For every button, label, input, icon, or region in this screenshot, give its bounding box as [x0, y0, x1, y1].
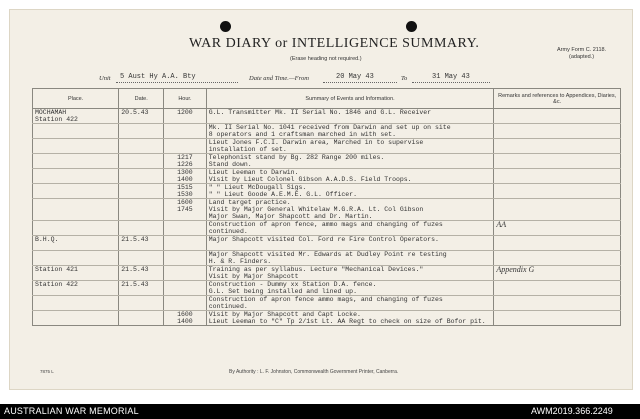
table-row: [33, 266, 621, 281]
hour-cell: [164, 154, 207, 169]
events-cell-line: Visit by Major Shapcott: [208, 273, 299, 280]
table-row: [33, 184, 621, 199]
events-cell: [206, 169, 494, 184]
header-place: Place.: [33, 89, 119, 109]
header-hour: Hour.: [164, 89, 207, 109]
remarks-cell: [494, 154, 621, 169]
army-form-note: (adapted.): [569, 54, 595, 60]
events-cell: [206, 184, 494, 199]
remarks-cell: [494, 266, 621, 281]
archive-reference: AWM2019.366.2249: [531, 406, 613, 416]
date-cell: 21.5.43: [119, 281, 164, 296]
remarks-cell: [494, 311, 621, 326]
remarks-cell: [494, 221, 621, 236]
table-row: [33, 139, 621, 154]
header-remarks: Remarks and references to Appendices, Diaries, &c.: [494, 89, 621, 109]
hour-cell: [164, 184, 207, 199]
place-cell: [33, 139, 119, 154]
events-cell-line: Stand down.: [208, 161, 252, 168]
hour-cell-line: 1515: [177, 184, 193, 191]
events-cell-line: Land target practice.: [208, 199, 291, 206]
place-cell-line: B.H.Q.: [35, 236, 59, 243]
hour-cell: [164, 236, 207, 251]
events-cell: [206, 296, 494, 311]
events-cell-line: " " Lieut Goode A.E.M.E. G.L. Officer.: [208, 191, 357, 198]
events-cell-line: Major Shapcott visited Mr. Edwards at Dudley Point re testing: [208, 251, 447, 258]
events-cell-line: Visit by Lieut Colonel Gibson A.A.D.S. Field Troops.: [208, 176, 412, 183]
form-subtitle: (Erase heading not required.): [290, 56, 362, 62]
place-cell: [33, 251, 119, 266]
events-cell-line: Lieut Leeman to Darwin.: [208, 169, 299, 176]
date-cell: [119, 221, 164, 236]
date-cell: 21.5.43: [119, 266, 164, 281]
events-cell-line: G.L. Set being installed and lined up.: [208, 288, 357, 295]
events-cell-line: Visit by Major Shapcott and Capt Locke.: [208, 311, 361, 318]
place-cell: [33, 236, 119, 251]
to-label: To: [401, 75, 408, 82]
hour-cell: [164, 266, 207, 281]
hour-cell-line: 1530: [177, 191, 193, 198]
place-cell: [33, 124, 119, 139]
remarks-cell: [494, 184, 621, 199]
army-form-number: [557, 47, 606, 61]
form-title: WAR DIARY or INTELLIGENCE SUMMARY.: [189, 36, 480, 51]
events-cell-line: Construction of apron fence, ammo mags and changing of fuzes: [208, 221, 443, 228]
events-cell-line: installation of set.: [208, 146, 287, 153]
hour-cell-line: 1200: [177, 109, 193, 116]
events-cell-line: Lieut Leeman to "C" Tp 2/1st Lt. AA Regt to check on size of Bofor pit.: [208, 318, 486, 325]
events-cell-line: Visit by Major General Whitelaw M.G.R.A. Lt. Col Gibson: [208, 206, 424, 213]
remarks-cell: [494, 199, 621, 221]
events-cell: [206, 109, 494, 124]
remarks-cell: [494, 139, 621, 154]
events-cell-line: G.L. Transmitter Mk. II Serial No. 1846 and G.L. Receiver: [208, 109, 432, 116]
events-cell-line: continued.: [208, 228, 248, 235]
events-cell-line: Construction - Dummy xx Station D.A. fence.: [208, 281, 377, 288]
place-cell-line: MOCHAMAH: [35, 109, 67, 116]
events-cell-line: Mk. II Serial No. 1041 received from Darwin and set up on site: [208, 124, 451, 131]
handwritten-remark: AA: [496, 220, 507, 229]
hour-cell-line: 1600: [177, 311, 193, 318]
table-row: [33, 124, 621, 139]
remarks-cell: [494, 296, 621, 311]
remarks-cell: [494, 124, 621, 139]
events-cell-line: Lieut Jones F.C.I. Darwin area, Marched in to supervise: [208, 139, 424, 146]
punch-hole: [220, 21, 231, 32]
place-cell-line: Station 422: [35, 116, 78, 123]
table-row: [33, 169, 621, 184]
events-cell: [206, 281, 494, 296]
events-cell-line: Major Swan, Major Shapcott and Dr. Martin.: [208, 213, 373, 220]
hour-cell: [164, 109, 207, 124]
events-cell-line: 8 operators and 1 craftsman marched in with set.: [208, 131, 396, 138]
hour-cell: [164, 124, 207, 139]
date-cell: [119, 154, 164, 169]
remarks-cell: [494, 251, 621, 266]
form-code: 7875 L: [40, 369, 54, 374]
place-cell: [33, 296, 119, 311]
to-date: 31 May 43: [432, 73, 470, 81]
hour-cell: [164, 139, 207, 154]
remarks-cell: [494, 281, 621, 296]
header-events: Summary of Events and Information.: [206, 89, 494, 109]
events-cell-line: " " Lieut McDougall Sigs.: [208, 184, 307, 191]
archive-institution: AUSTRALIAN WAR MEMORIAL: [4, 406, 139, 416]
table-row: [33, 199, 621, 221]
hour-cell-line: 1600: [177, 199, 193, 206]
punch-hole: [406, 21, 417, 32]
remarks-cell: [494, 236, 621, 251]
date-cell: [119, 296, 164, 311]
events-cell-line: Major Shapcott visited Col. Ford re Fire Control Operators.: [208, 236, 439, 243]
place-cell: [33, 109, 119, 124]
hour-cell-line: 1745: [177, 206, 193, 213]
diary-table: [32, 88, 621, 326]
hour-cell-line: 1217: [177, 154, 193, 161]
events-cell: [206, 154, 494, 169]
place-cell: [33, 311, 119, 326]
date-cell: 21.5.43: [119, 236, 164, 251]
diary-entries: [33, 109, 621, 326]
header-date: Date.: [119, 89, 164, 109]
events-cell: [206, 199, 494, 221]
hour-cell: [164, 199, 207, 221]
from-date: 20 May 43: [336, 73, 374, 81]
date-cell: [119, 199, 164, 221]
hour-cell-line: 1400: [177, 318, 193, 325]
table-row: [33, 281, 621, 296]
events-cell-line: continued.: [208, 303, 248, 310]
table-row: [33, 109, 621, 124]
events-cell-line: Training as per syllabus. Lecture "Mechanical Devices.": [208, 266, 424, 273]
table-row: [33, 311, 621, 326]
hour-cell: [164, 296, 207, 311]
events-cell-line: Telephonist stand by Bg. 282 Range 200 miles.: [208, 154, 385, 161]
date-cell: [119, 311, 164, 326]
remarks-cell: [494, 109, 621, 124]
hour-cell-line: 1226: [177, 161, 193, 168]
events-cell-line: H. & R. Finders.: [208, 258, 272, 265]
remarks-cell: [494, 169, 621, 184]
table-header-row: [33, 89, 621, 109]
events-cell: [206, 124, 494, 139]
hour-cell: [164, 169, 207, 184]
events-cell-line: Construction of apron fence ammo mags, and changing of fuzes: [208, 296, 443, 303]
place-cell-line: Station 422: [35, 281, 78, 288]
date-cell: [119, 251, 164, 266]
printer-authority: By Authority : L. F. Johnston, Commonwealth Government Printer, Canberra.: [229, 369, 399, 375]
handwritten-remark: Appendix G: [496, 265, 535, 274]
army-form-label: Army Form C. 2118.: [557, 47, 607, 53]
events-cell: [206, 266, 494, 281]
date-time-label: Date and Time.—From: [249, 75, 309, 82]
place-cell: [33, 199, 119, 221]
events-cell: [206, 236, 494, 251]
table-row: [33, 221, 621, 236]
events-cell: [206, 311, 494, 326]
unit-value: 5 Aust Hy A.A. Bty: [120, 73, 196, 81]
table-row: [33, 251, 621, 266]
hour-cell-line: 1400: [177, 176, 193, 183]
events-cell: [206, 251, 494, 266]
table-row: [33, 236, 621, 251]
unit-label: Unit: [99, 75, 111, 82]
place-cell-line: Station 421: [35, 266, 78, 273]
events-cell: [206, 139, 494, 154]
date-cell: 20.5.43: [119, 109, 164, 124]
date-cell: [119, 169, 164, 184]
place-cell: [33, 266, 119, 281]
place-cell: [33, 221, 119, 236]
hour-cell: [164, 311, 207, 326]
date-cell: [119, 139, 164, 154]
place-cell: [33, 154, 119, 169]
hour-cell: [164, 251, 207, 266]
events-cell: [206, 221, 494, 236]
date-cell: [119, 184, 164, 199]
hour-cell: [164, 281, 207, 296]
place-cell: [33, 281, 119, 296]
hour-cell: [164, 221, 207, 236]
date-cell: [119, 124, 164, 139]
place-cell: [33, 169, 119, 184]
place-cell: [33, 184, 119, 199]
table-row: [33, 296, 621, 311]
hour-cell-line: 1300: [177, 169, 193, 176]
table-row: [33, 154, 621, 169]
